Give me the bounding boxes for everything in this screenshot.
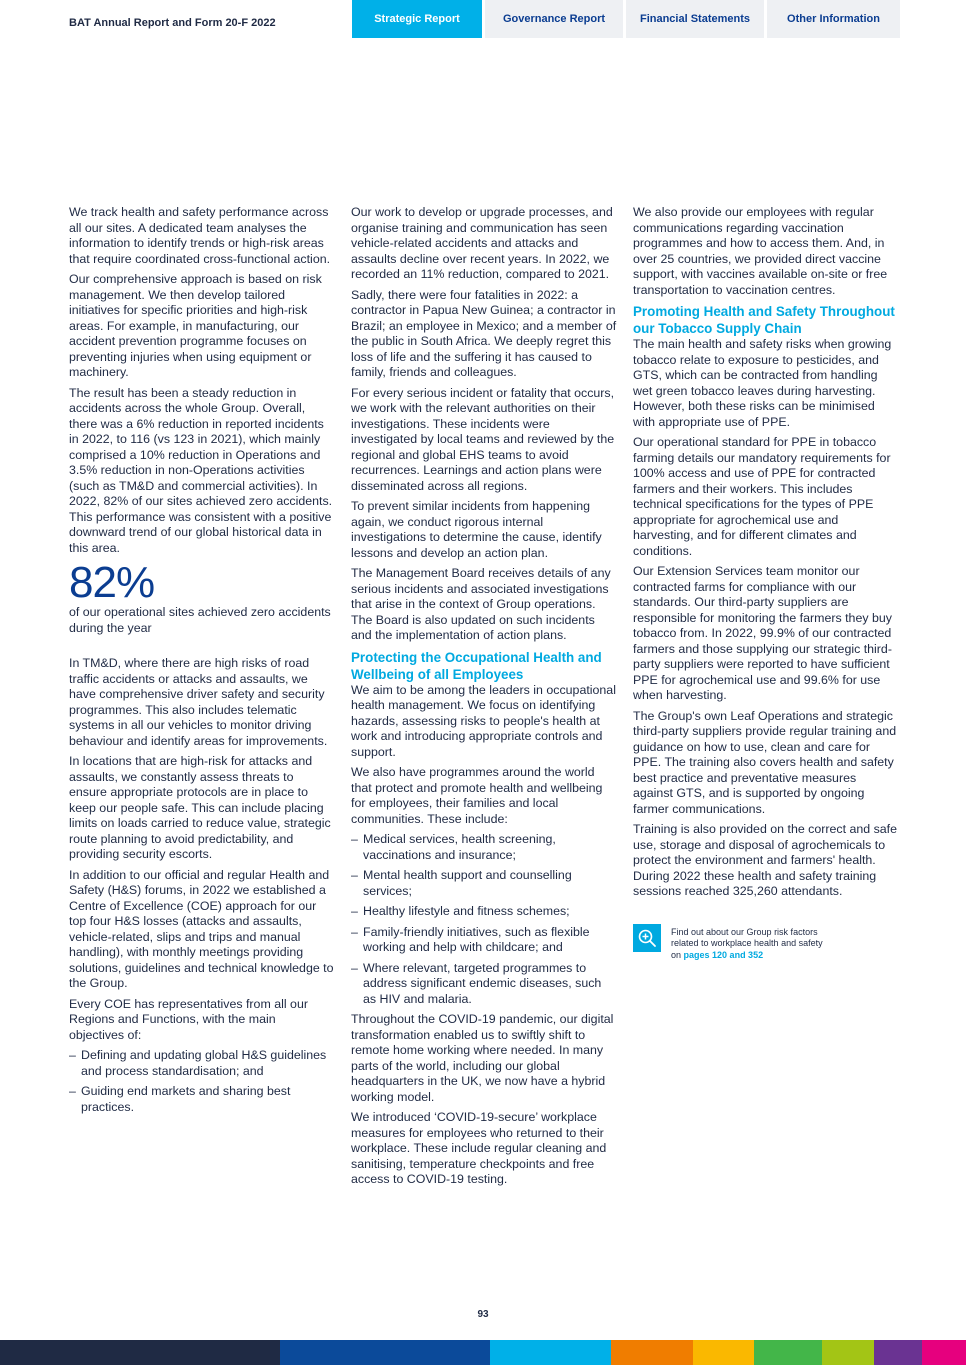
objectives-list xyxy=(69,1048,334,1115)
color-segment xyxy=(754,1340,822,1365)
pages-link[interactable]: pages 120 and 352 xyxy=(683,949,764,960)
paragraph: Our Extension Services team monitor our contracted farms for compliance with our standards. Our third-party suppliers are responsible for monitoring the farmers they buy tobacco from. In 2022, 99.9% of our contracted farmers and those supplying our strategic third-party suppliers were reported to have sufficient PPE for agrochemical use and 99.6% for use when harvesting. xyxy=(633,564,892,702)
paragraph: For every serious incident or fatality that occurs, we work with the relevant authorities on their investigations. These incidents were investigated by local teams and reviewed by the regional and global EHS teams to avoid recurrences. Learnings and action plans were disseminated across all regions. xyxy=(351,385,615,493)
list-item: – Healthy lifestyle and fitness schemes; xyxy=(351,904,617,920)
color-segment xyxy=(693,1340,754,1365)
color-segment xyxy=(0,1340,280,1365)
list-item: – Defining and updating global H&S guidelines and process standardisation; and xyxy=(69,1048,334,1079)
report-title: BAT Annual Report and Form 20-F 2022 xyxy=(69,17,276,29)
paragraph: We introduced ‘COVID-19-secure’ workplace measures for employees who returned to their workplace. These include regular cleaning and sanitising, temperature checkpoints and free access to COVID-19 testing. xyxy=(351,1110,607,1186)
paragraph: Throughout the COVID-19 pandemic, our digital transformation enabled us to swiftly shift to remote home working where needed. In many parts of the world, including our global headquarters in the UK, we now have a hybrid working model. xyxy=(351,1012,614,1104)
paragraph: Training is also provided on the correct and safe use, storage and disposal of agrochemicals to protect the environment and farmers' health. During 2022 these health and safety training sessions reached 325,260 attendants. xyxy=(633,822,898,898)
list-item: – Mental health support and counselling services; xyxy=(351,868,617,899)
list-item: – Medical services, health screening, vaccinations and insurance; xyxy=(351,832,617,863)
color-segment xyxy=(490,1340,611,1365)
footer-color-bar xyxy=(0,1340,966,1365)
list-item: – Family-friendly initiatives, such as flexible working and help with childcare; and xyxy=(351,925,617,956)
paragraph: The Management Board receives details of any serious incidents and associated investigations that arise in the context of Group operations. The Board is also updated on such incidents and the implementation of action plans. xyxy=(351,566,611,642)
tab-strategic-report[interactable]: Strategic Report xyxy=(352,0,482,38)
paragraph: The main health and safety risks when growing tobacco relate to exposure to pesticides, and GTS, which can be contracted from handling wet green tobacco leaves during harvesting. However, both these risks can be minimised with appropriate use of PPE. xyxy=(633,337,892,429)
paragraph: The Group's own Leaf Operations and strategic third-party suppliers provide regular training and guidance on how to use, clean and care for PPE. The training also covers health and safety best practice and preventative measures against GTS, and is supported by ongoing farmer communications. xyxy=(633,708,897,816)
paragraph: We also have programmes around the world that protect and promote health and wellbeing for employees, their families and local communities. These include: xyxy=(351,765,603,826)
paragraph: We also provide our employees with regular communications regarding vaccination programmes and how to access them. And, in over 25 countries, we provided direct vaccine support, with vaccines available on-site or free transportation to vaccination centres. xyxy=(633,205,888,297)
tab-financial-statements[interactable]: Financial Statements xyxy=(626,0,764,38)
find-out-prefix: on xyxy=(671,949,682,960)
zoom-in-icon[interactable] xyxy=(633,924,661,952)
find-out-more xyxy=(633,924,899,962)
stat-caption: of our operational sites achieved zero accidents during the year xyxy=(69,605,331,635)
column-1 xyxy=(69,205,334,1120)
section-tabs xyxy=(352,0,900,38)
find-out-more-text xyxy=(671,924,823,962)
page-number: 93 xyxy=(477,1309,489,1320)
column-2 xyxy=(351,205,617,1193)
paragraph: Our comprehensive approach is based on risk management. We then develop tailored initiatives for specific priorities and high-risk areas. For example, in manufacturing, our accident prevention programme focuses on preventing injuries when using equipment or machinery. xyxy=(69,272,322,379)
color-segment xyxy=(611,1340,693,1365)
paragraph: Sadly, there were four fatalities in 2022: a contractor in Papua New Guinea; a contractor in Brazil; an employee in Mexico; and a member of the public in South Africa. We deeply regret this loss of life and the suffering it has caused to family, friends and colleagues. xyxy=(351,287,617,379)
programmes-list xyxy=(351,832,617,1007)
paragraph: We aim to be among the leaders in occupational health management. We focus on identifying hazards, assessing risks to people's health at work and introducing appropriate controls and support. xyxy=(351,682,616,759)
tab-governance-report[interactable]: Governance Report xyxy=(485,0,623,38)
find-out-line: Find out about our Group risk factors xyxy=(671,926,818,937)
list-item: – Where relevant, targeted programmes to address significant endemic diseases, such as HIV and malaria. xyxy=(351,961,617,1008)
paragraph: To prevent similar incidents from happening again, we conduct rigorous internal investigations to determine the cause, identify lessons and develop an action plan. xyxy=(351,499,602,560)
paragraph: In locations that are high-risk for attacks and assaults, we constantly assess threats to ensure appropriate protocols are in place to keep our people safe. This can include placing limits on loads carried to reduce value, strategic route planning to avoid predictability, and providing security escorts. xyxy=(69,754,331,861)
section-heading: Promoting Health and Safety Throughout our Tobacco Supply Chain xyxy=(633,304,895,336)
stat-value: 82% xyxy=(69,558,155,607)
color-segment xyxy=(280,1340,490,1365)
find-out-line xyxy=(671,950,823,962)
find-out-line: related to workplace health and safety xyxy=(671,938,823,948)
color-segment xyxy=(922,1340,966,1365)
tab-other-information[interactable]: Other Information xyxy=(767,0,900,38)
color-segment xyxy=(822,1340,874,1365)
color-segment xyxy=(874,1340,922,1365)
paragraph: We track health and safety performance across all our sites. A dedicated team analyses the information to identify trends or high-risk areas that require coordinated cross-functional action. xyxy=(69,205,331,266)
paragraph: Every COE has representatives from all our Regions and Functions, with the main objectives of: xyxy=(69,996,308,1042)
paragraph: Our operational standard for PPE in tobacco farming details our mandatory requirements for 100% access and use of PPE for contracted farmers and their workers. This includes technical specifications for the types of PPE appropriate for agrochemical use and harvesting, and for different climates and conditions. xyxy=(633,435,891,558)
paragraph: In TM&D, where there are high risks of road traffic accidents or attacks and assaults, we have comprehensive driver safety and security programmes. This also includes telematic systems in all our vehicles to monitor driving behaviour and identify areas for improvements. xyxy=(69,656,328,748)
column-3 xyxy=(633,205,899,961)
paragraph: In addition to our official and regular Health and Safety (H&S) forums, in 2022 we established a Centre of Excellence (COE) approach for our top four H&S losses (attacks and assaults, vehicle-related, slips and trips and manual handling), with monthly meetings providing solutions, guidelines and technical knowledge to the Group. xyxy=(69,867,334,990)
section-heading: Protecting the Occupational Health and Wellbeing of all Employees xyxy=(351,649,602,682)
list-item: – Guiding end markets and sharing best practices. xyxy=(69,1084,334,1115)
paragraph: Our work to develop or upgrade processes, and organise training and communication has seen vehicle-related accidents and attacks and assaults decline over recent years. In 2022, we recorded an 11% reduction, compared to 2021. xyxy=(351,205,613,281)
paragraph: The result has been a steady reduction in accidents across the whole Group. Overall, there was a 6% reduction in reported incidents in 2022, to 116 (vs 123 in 2021), which mainly comprised a 10% reduction in Operations and 3.5% reduction in non-Operations activities (such as TM&D and commercial activities). In 2022, 82% of our sites achieved zero accidents. This performance was consistent with a positive downward trend of our global historical data in this area. xyxy=(69,385,333,555)
